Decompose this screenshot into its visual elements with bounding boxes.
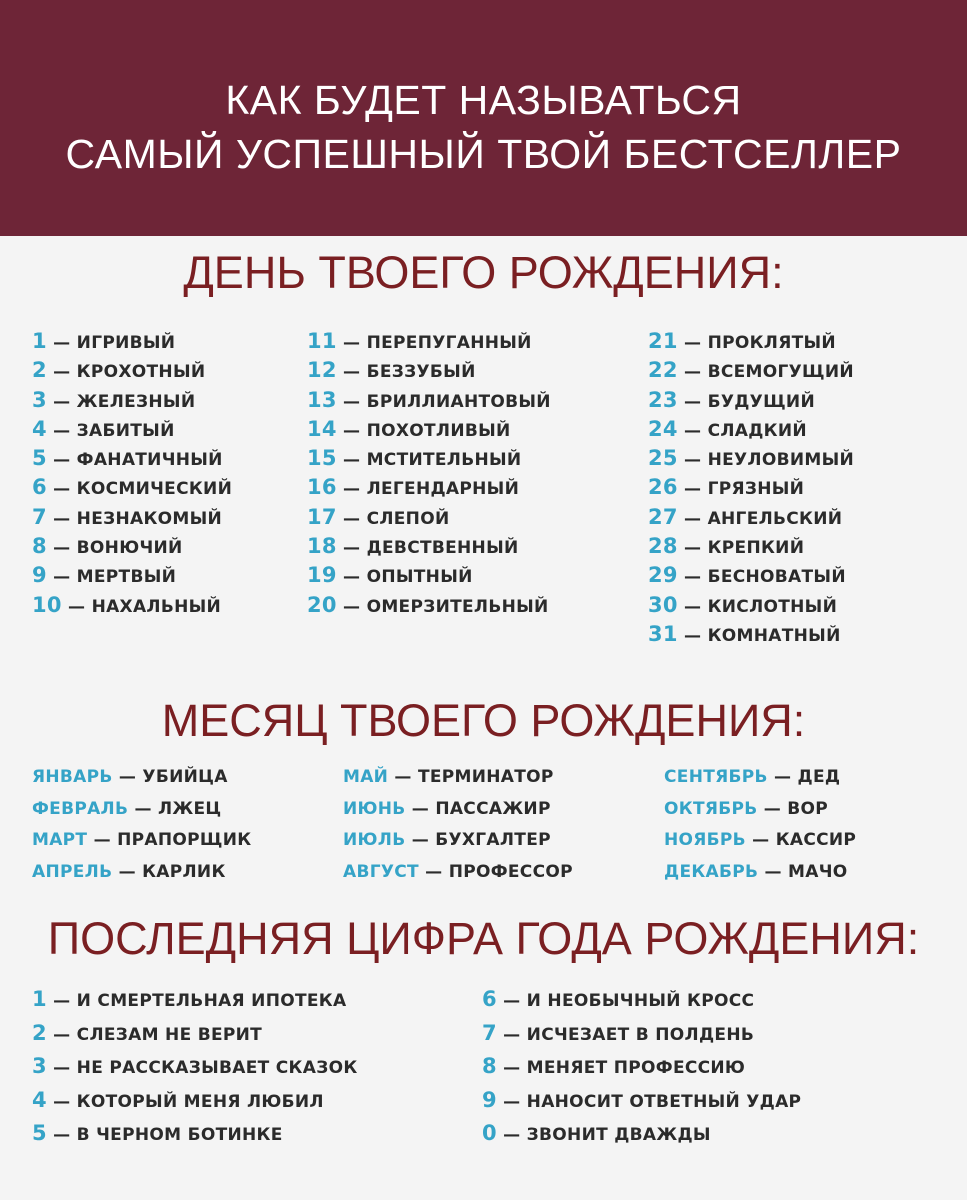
day-item: 10 — НАХАЛЬНЫЙ — [32, 592, 222, 617]
day-item: 7 — НЕЗНАКОМЫЙ — [32, 504, 223, 529]
year-digit: 4 — [32, 1087, 47, 1112]
year-digit: 9 — [482, 1087, 497, 1112]
month-name: ИЮНЬ — [343, 798, 406, 819]
day-number: 17 — [307, 504, 337, 529]
day-word: НЕУЛОВИМЫЙ — [707, 450, 855, 471]
month-word: КАРЛИК — [142, 861, 226, 882]
month-item: АПРЕЛЬ — КАРЛИК — [32, 861, 226, 882]
year-phrase: СЛЕЗАМ НЕ ВЕРИТ — [76, 1024, 263, 1045]
year-item: 0 — ЗВОНИТ ДВАЖДЫ — [482, 1121, 711, 1146]
day-item: 9 — МЕРТВЫЙ — [32, 563, 177, 588]
day-word: МЕРТВЫЙ — [76, 567, 177, 588]
month-item: НОЯБРЬ — КАССИР — [664, 830, 857, 850]
month-name: СЕНТЯБРЬ — [664, 767, 768, 787]
day-number: 12 — [307, 358, 337, 383]
day-number: 2 — [32, 358, 47, 383]
month-item: МАРТ — ПРАПОРЩИК — [32, 830, 252, 850]
day-item: 3 — ЖЕЛЕЗНЫЙ — [32, 387, 196, 412]
month-name: ИЮЛЬ — [343, 830, 406, 850]
month-word: МАЧО — [788, 861, 848, 882]
year-item: 4 — КОТОРЫЙ МЕНЯ ЛЮБИЛ — [32, 1087, 324, 1112]
day-item: 2 — КРОХОТНЫЙ — [32, 358, 206, 383]
day-column-1 — [32, 327, 232, 620]
year-item: 9 — НАНОСИТ ОТВЕТНЫЙ УДАР — [482, 1087, 802, 1112]
day-number: 7 — [32, 504, 47, 529]
day-word: КОМНАТНЫЙ — [707, 625, 841, 646]
year-item: 7 — ИСЧЕЗАЕТ В ПОЛДЕНЬ — [482, 1020, 755, 1045]
year-digit: 5 — [32, 1121, 47, 1146]
day-word: ДЕВСТВЕННЫЙ — [366, 538, 519, 559]
day-item: 6 — КОСМИЧЕСКИЙ — [32, 475, 233, 500]
day-item: 13 — БРИЛЛИАНТОВЫЙ — [307, 387, 551, 412]
day-number: 14 — [307, 416, 337, 441]
banner-title-line-2: САМЫЙ УСПЕШНЫЙ ТВОЙ БЕСТСЕЛЛЕР — [65, 131, 902, 177]
month-name: МАЙ — [343, 767, 389, 787]
day-number: 1 — [32, 329, 47, 353]
day-item: 18 — ДЕВСТВЕННЫЙ — [307, 534, 519, 559]
day-number: 21 — [648, 329, 678, 353]
year-digit: 2 — [32, 1020, 47, 1045]
month-name: АВГУСТ — [343, 861, 419, 882]
day-number: 11 — [307, 329, 337, 353]
month-item: СЕНТЯБРЬ — ДЕД — [664, 767, 841, 787]
day-word: БЕЗЗУБЫЙ — [366, 362, 476, 383]
month-name: ЯНВАРЬ — [32, 767, 113, 787]
day-number: 13 — [307, 387, 337, 412]
year-item: 3 — НЕ РАССКАЗЫВАЕТ СКАЗОК — [32, 1054, 358, 1079]
year-digit: 1 — [32, 987, 47, 1011]
month-item: ИЮНЬ — ПАССАЖИР — [343, 798, 551, 819]
month-item: МАЙ — ТЕРМИНАТОР — [343, 767, 554, 787]
day-item: 16 — ЛЕГЕНДАРНЫЙ — [307, 475, 520, 500]
month-name: НОЯБРЬ — [664, 830, 746, 850]
day-word: БРИЛЛИАНТОВЫЙ — [366, 391, 551, 412]
day-number: 22 — [648, 358, 678, 383]
year-item: 6 — И НЕОБЫЧНЫЙ КРОСС — [482, 987, 755, 1011]
year-digit: 7 — [482, 1020, 497, 1045]
day-item: 20 — ОМЕРЗИТЕЛЬНЫЙ — [307, 592, 549, 617]
month-name: АПРЕЛЬ — [32, 861, 113, 882]
day-word: НАХАЛЬНЫЙ — [91, 596, 222, 617]
day-item: 27 — АНГЕЛЬСКИЙ — [648, 504, 843, 529]
month-item: ОКТЯБРЬ — ВОР — [664, 798, 829, 819]
year-digit: 8 — [482, 1054, 497, 1079]
month-heading: МЕСЯЦ ТВОЕГО РОЖДЕНИЯ: — [161, 695, 806, 746]
banner-title-line-1: КАК БУДЕТ НАЗЫВАТЬСЯ — [225, 77, 742, 123]
day-word: МСТИТЕЛЬНЫЙ — [366, 450, 522, 471]
day-number: 24 — [648, 416, 678, 441]
year-phrase: МЕНЯЕТ ПРОФЕССИЮ — [526, 1058, 746, 1079]
month-word: ТЕРМИНАТОР — [417, 767, 554, 787]
day-word: КИСЛОТНЫЙ — [707, 596, 838, 617]
day-number: 8 — [32, 534, 47, 559]
day-word: ОПЫТНЫЙ — [366, 567, 473, 588]
day-item: 17 — СЛЕПОЙ — [307, 504, 450, 529]
day-number: 29 — [648, 563, 678, 588]
day-item: 19 — ОПЫТНЫЙ — [307, 563, 473, 588]
month-word: ЛЖЕЦ — [157, 798, 222, 819]
day-number: 19 — [307, 563, 337, 588]
day-word: ПЕРЕПУГАННЫЙ — [366, 333, 532, 353]
day-item: 29 — БЕСНОВАТЫЙ — [648, 563, 846, 588]
day-word: СЛЕПОЙ — [366, 508, 450, 529]
day-number: 20 — [307, 592, 337, 617]
month-name: МАРТ — [32, 830, 88, 850]
month-word: УБИЙЦА — [142, 767, 228, 787]
day-word: ПОХОТЛИВЫЙ — [366, 420, 511, 441]
month-word: КАССИР — [775, 830, 857, 850]
year-item: 5 — В ЧЕРНОМ БОТИНКЕ — [32, 1121, 283, 1146]
day-item: 30 — КИСЛОТНЫЙ — [648, 592, 838, 617]
title-banner — [0, 0, 967, 236]
year-digit: 3 — [32, 1054, 47, 1079]
day-number: 26 — [648, 475, 678, 500]
day-word: НЕЗНАКОМЫЙ — [76, 508, 223, 529]
day-word: БЕСНОВАТЫЙ — [707, 567, 846, 588]
day-number: 4 — [32, 416, 47, 441]
day-number: 18 — [307, 534, 337, 559]
day-number: 6 — [32, 475, 47, 500]
day-number: 25 — [648, 446, 678, 471]
year-digit: 0 — [482, 1121, 497, 1146]
year-phrase: ИСЧЕЗАЕТ В ПОЛДЕНЬ — [526, 1024, 755, 1045]
day-word: КРОХОТНЫЙ — [76, 362, 206, 383]
day-item: 21 — ПРОКЛЯТЫЙ — [648, 329, 836, 353]
month-word: ПАССАЖИР — [435, 798, 551, 819]
day-number: 5 — [32, 446, 47, 471]
year-column-2 — [482, 983, 801, 1151]
day-word: ИГРИВЫЙ — [76, 333, 176, 353]
month-name: ФЕВРАЛЬ — [32, 798, 129, 819]
day-word: ФАНАТИЧНЫЙ — [76, 450, 223, 471]
day-word: ЗАБИТЫЙ — [76, 420, 175, 441]
day-heading: ДЕНЬ ТВОЕГО РОЖДЕНИЯ: — [183, 247, 784, 298]
year-heading: ПОСЛЕДНЯЯ ЦИФРА ГОДА РОЖДЕНИЯ: — [47, 913, 920, 964]
day-number: 23 — [648, 387, 678, 412]
day-word: БУДУЩИЙ — [707, 391, 815, 412]
month-item: ФЕВРАЛЬ — ЛЖЕЦ — [32, 798, 222, 819]
day-item: 8 — ВОНЮЧИЙ — [32, 534, 183, 559]
year-phrase: КОТОРЫЙ МЕНЯ ЛЮБИЛ — [76, 1091, 324, 1112]
day-word: ОМЕРЗИТЕЛЬНЫЙ — [366, 596, 549, 617]
day-number: 3 — [32, 387, 47, 412]
day-item: 26 — ГРЯЗНЫЙ — [648, 475, 805, 500]
day-word: ЛЕГЕНДАРНЫЙ — [366, 479, 520, 500]
day-number: 10 — [32, 592, 62, 617]
day-item: 22 — ВСЕМОГУЩИЙ — [648, 358, 854, 383]
day-number: 27 — [648, 504, 678, 529]
month-name: ОКТЯБРЬ — [664, 798, 758, 819]
day-number: 30 — [648, 592, 678, 617]
day-item: 1 — ИГРИВЫЙ — [32, 329, 176, 353]
year-phrase: И НЕОБЫЧНЫЙ КРОСС — [526, 991, 755, 1011]
day-word: ЖЕЛЕЗНЫЙ — [76, 391, 196, 412]
day-item: 24 — СЛАДКИЙ — [648, 416, 807, 441]
day-word: ГРЯЗНЫЙ — [707, 479, 805, 500]
year-item: 1 — И СМЕРТЕЛЬНАЯ ИПОТЕКА — [32, 987, 347, 1011]
month-word: ВОР — [787, 798, 829, 819]
day-item: 15 — МСТИТЕЛЬНЫЙ — [307, 446, 522, 471]
day-word: ПРОКЛЯТЫЙ — [707, 333, 836, 353]
day-word: АНГЕЛЬСКИЙ — [707, 508, 843, 529]
day-item: 25 — НЕУЛОВИМЫЙ — [648, 446, 855, 471]
year-item: 2 — СЛЕЗАМ НЕ ВЕРИТ — [32, 1020, 263, 1045]
day-item: 4 — ЗАБИТЫЙ — [32, 416, 175, 441]
day-word: КОСМИЧЕСКИЙ — [76, 479, 233, 500]
day-item: 12 — БЕЗЗУБЫЙ — [307, 358, 476, 383]
day-number: 15 — [307, 446, 337, 471]
month-column-3 — [664, 762, 856, 888]
day-item: 14 — ПОХОТЛИВЫЙ — [307, 416, 511, 441]
month-item: ИЮЛЬ — БУХГАЛТЕР — [343, 830, 551, 850]
month-column-2 — [343, 762, 573, 888]
day-number: 16 — [307, 475, 337, 500]
year-item: 8 — МЕНЯЕТ ПРОФЕССИЮ — [482, 1054, 746, 1079]
day-item: 28 — КРЕПКИЙ — [648, 534, 805, 559]
month-word: ПРАПОРЩИК — [117, 830, 252, 850]
day-number: 9 — [32, 563, 47, 588]
month-word: ДЕД — [797, 767, 841, 787]
year-column-1 — [32, 983, 358, 1151]
month-item: ДЕКАБРЬ — МАЧО — [664, 861, 848, 882]
year-phrase: НЕ РАССКАЗЫВАЕТ СКАЗОК — [76, 1058, 358, 1079]
month-item: ЯНВАРЬ — УБИЙЦА — [32, 767, 228, 787]
day-column-2 — [307, 327, 551, 620]
month-word: БУХГАЛТЕР — [435, 830, 551, 850]
day-number: 31 — [648, 621, 678, 646]
day-word: ВОНЮЧИЙ — [76, 538, 183, 559]
day-item: 11 — ПЕРЕПУГАННЫЙ — [307, 329, 532, 353]
day-item: 5 — ФАНАТИЧНЫЙ — [32, 446, 223, 471]
day-word: ВСЕМОГУЩИЙ — [707, 362, 854, 383]
year-digit: 6 — [482, 987, 497, 1011]
month-column-1 — [32, 762, 251, 888]
month-name: ДЕКАБРЬ — [664, 861, 759, 882]
month-item: АВГУСТ — ПРОФЕССОР — [343, 861, 573, 882]
day-word: СЛАДКИЙ — [707, 420, 807, 441]
day-column-3 — [648, 327, 854, 649]
day-item: 23 — БУДУЩИЙ — [648, 387, 815, 412]
month-word: ПРОФЕССОР — [448, 861, 573, 882]
year-phrase: В ЧЕРНОМ БОТИНКЕ — [76, 1125, 283, 1146]
day-number: 28 — [648, 534, 678, 559]
day-word: КРЕПКИЙ — [707, 538, 805, 559]
day-item: 31 — КОМНАТНЫЙ — [648, 621, 841, 646]
year-phrase: ЗВОНИТ ДВАЖДЫ — [526, 1125, 711, 1146]
year-phrase: И СМЕРТЕЛЬНАЯ ИПОТЕКА — [76, 991, 347, 1011]
year-phrase: НАНОСИТ ОТВЕТНЫЙ УДАР — [526, 1091, 802, 1112]
